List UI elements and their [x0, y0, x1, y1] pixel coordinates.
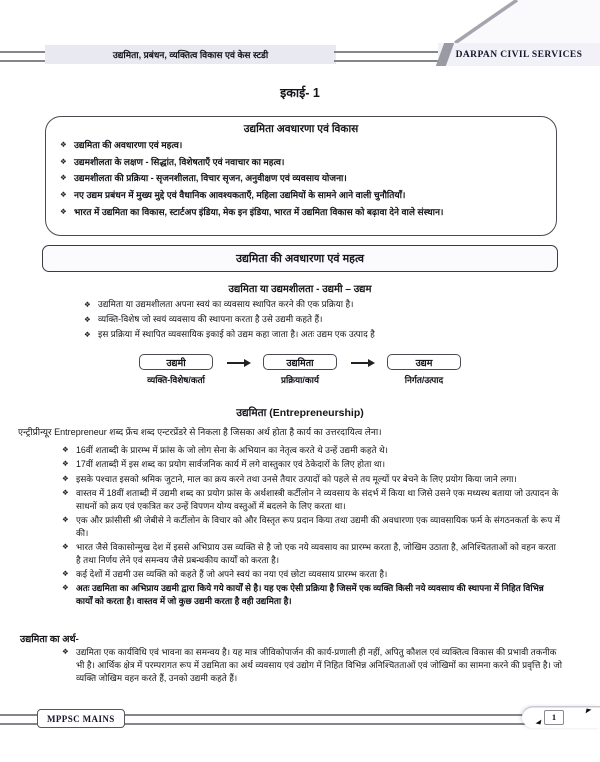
- header-subject-bar: [45, 45, 336, 64]
- list-item-text: नए उद्यम प्रबंधन में मुख्य मुद्दे एवं वैधानिक आवश्यकताएँ, महिला उद्यमियों के सामने आने वाली चुनौतियाँ।: [74, 189, 406, 200]
- list-item: [62, 444, 560, 457]
- list-item-text: इसके पश्चात इसको श्रमिक जुटाने, माल का क्रय करने तथा उनसे तैयार उत्पादों को पहले से तय मूल्यों पर बेचने के लिए प्रयोग किया जाने लगा।: [76, 473, 517, 484]
- diamond-bullet-icon: ❖: [62, 487, 69, 497]
- diamond-bullet-icon: ❖: [84, 300, 91, 309]
- corner-ribbon-fold: [425, 0, 600, 43]
- diamond-bullet-icon: ❖: [60, 206, 67, 216]
- list-item: [84, 314, 558, 326]
- list-item-text: 17वीं शताब्दी में इस शब्द का प्रयोग सार्वजनिक कार्य में लगे वास्तुकार एवं ठेकेदारों के लिए होता था।: [76, 459, 386, 470]
- list-item: [60, 139, 542, 151]
- flow-node-caption: निर्गत/उत्पाद: [404, 375, 444, 385]
- diamond-bullet-icon: ❖: [60, 140, 67, 149]
- list-item-text: वास्तव में 18वीं शताब्दी में उद्यमी शब्द का प्रयोग फ्रांस के अर्थशास्त्री कर्टीलोन ने व्यवसाय के संदर्भ में किया था जिसे उसने एक मध्यस्थ बताया जो उत्पादन के साधनों को क्रय एवं एकत्रित कर उन्हें विपणन योग्य वस्तुओं में बदलने के लिए करता था।: [76, 487, 559, 511]
- list-item-text: उद्यमिता की अवधारणा एवं महत्व।: [74, 140, 183, 150]
- list-item: [60, 156, 542, 168]
- header-rule-middle: [334, 51, 440, 62]
- syllabus-overview-box: [45, 116, 557, 236]
- diamond-bullet-icon: ❖: [62, 647, 69, 656]
- page-marker-right-icon: [586, 709, 592, 715]
- diamond-bullet-icon: ❖: [60, 156, 67, 166]
- flow-node: [263, 354, 337, 386]
- list-item: [62, 487, 560, 513]
- diamond-bullet-icon: ❖: [84, 315, 91, 325]
- list-item: [84, 329, 558, 341]
- diamond-bullet-icon: ❖: [62, 445, 69, 454]
- list-item: [62, 582, 560, 608]
- brand-ribbon: [438, 43, 600, 66]
- flow-node-caption: प्रक्रिया/कार्य: [280, 375, 319, 385]
- list-item: [60, 172, 542, 184]
- diamond-bullet-icon: ❖: [62, 568, 69, 578]
- list-item-text: उद्यमशीलता की प्रक्रिया - सृजनशीलता, विचार सृजन, अनुवीक्षण एवं व्यवसाय योजना।: [74, 173, 347, 184]
- entrepreneurship-intro: एन्ट्रीप्रीन्यूर Entrepreneur शब्द फ्रेंच शब्द एन्टरप्रेंडरे से निकला है जिसका अर्थ होता है कार्य का उत्तरदायित्व लेना।: [18, 427, 382, 437]
- unit-heading: इकाई- 1: [280, 86, 320, 100]
- list-item: [62, 646, 567, 686]
- list-item-text: कई देशों में उद्यमी उस व्यक्ति को कहते हैं जो अपने स्वयं का नया एवं छोटा व्यवसाय प्रारम्भ करता है।: [76, 568, 388, 579]
- flow-node-box: उद्यम: [387, 354, 461, 370]
- diamond-bullet-icon: ❖: [62, 583, 69, 592]
- list-item: [60, 189, 542, 201]
- list-item: [62, 473, 560, 486]
- flow-node-caption: व्यक्ति-विशेष/कर्ता: [147, 375, 205, 385]
- overview-box-title: उद्यमिता अवधारणा एवं विकास: [243, 123, 359, 135]
- ribbon-fold-edge: [436, 43, 454, 66]
- diamond-bullet-icon: ❖: [84, 330, 91, 340]
- diamond-bullet-icon: ❖: [62, 459, 69, 469]
- header-rule-left: [0, 51, 46, 62]
- list-item: [62, 458, 560, 471]
- list-item-text: उद्यमिता या उद्यमशीलता अपना स्वयं का व्यवसाय स्थापित करने की एक प्रक्रिया है।: [98, 299, 354, 309]
- section-heading-box: [42, 245, 558, 272]
- list-item: [62, 541, 560, 567]
- list-item-text: भारत में उद्यमिता का विकास, स्टार्टअप इंडिया, मेक इन इंडिया, भारत में उद्यमिता विकास को बढ़ावा देने वाले संस्थान।: [74, 206, 444, 217]
- flow-node: [139, 354, 213, 386]
- list-item: [60, 206, 542, 218]
- list-item: [84, 299, 558, 311]
- list-item: [62, 568, 560, 581]
- flow-arrow-icon: [351, 362, 373, 364]
- flow-node-box: उद्यमिता: [263, 354, 337, 370]
- flow-diagram: [0, 354, 600, 386]
- list-item-text: उद्यमशीलता के लक्षण - सिद्धांत, विशेषताएँ एवं नवाचार का महत्व।: [74, 156, 285, 167]
- flow-node-box: उद्यमी: [139, 354, 213, 370]
- list-item-text: एक और फ्रांसीसी श्री जेबीसे ने कर्टीलोन के विचार को और विस्तृत रूप प्रदान किया तथा उद्यमी की अवधारणा एक व्यावसायिक फर्म के संगठनकर्ता के रूप में की।: [76, 514, 560, 538]
- list-item-text-emphasis: अतः उद्यमिता का अभिप्राय उद्यमी द्वारा किये गये कार्यों से है। यह एक ऐसी प्रक्रिया है जिसमें एक व्यक्ति किसी नये व्यवसाय की स्थापना में निहित विभिन्न कार्यों को करता है। वास्तव में जो कुछ उद्यमी करता है वही उद्यमिता है।: [76, 583, 544, 606]
- page-marker-left-icon: [536, 719, 542, 725]
- list-item-text: व्यक्ति-विशेष जो स्वयं व्यवसाय की स्थापना करता है उसे उद्यमी कहते हैं।: [98, 314, 323, 325]
- list-item-text: इस प्रक्रिया में स्थापित व्यवसायिक इकाई को उद्यम कहा जाता है। अतः उद्यम एक उत्पाद है: [98, 329, 375, 340]
- diamond-bullet-icon: ❖: [62, 541, 69, 551]
- flow-node: [387, 354, 461, 386]
- diamond-bullet-icon: ❖: [60, 189, 67, 199]
- footer-series-text: MPPSC MAINS: [47, 713, 115, 724]
- list-item-text: भारत जैसे विकासोन्मुख देश में इससे अभिप्राय उस व्यक्ति से है जो एक नये व्यवसाय का प्रारम्भ करता है, जोखिम उठाता है, अनिश्चितताओं को वहन करता है तथा निर्णय लेने एवं समन्वय जैसे प्रबन्धकीय कार्यों को करता है।: [76, 541, 556, 565]
- entrepreneurship-list: [62, 444, 560, 609]
- subsection-heading: उद्यमिता या उद्यमशीलता - उद्यमी – उद्यम: [228, 284, 372, 295]
- section-heading: उद्यमिता की अवधारणा एवं महत्व: [235, 253, 365, 265]
- meaning-heading: उद्यमिता का अर्थ-: [20, 634, 79, 645]
- subsection-list: [84, 299, 558, 345]
- footer-page-ribbon: [522, 706, 600, 728]
- flow-arrow-icon: [227, 362, 249, 364]
- page-number: 1: [544, 710, 564, 725]
- diamond-bullet-icon: ❖: [62, 473, 69, 483]
- meaning-list: [62, 646, 567, 687]
- list-item-text: 16वीं शताब्दी के प्रारम्भ में फ्रांस के जो लोग सेना के अभियान का नेतृत्व करते थे उन्हें उद्यमी कहते थे।: [76, 445, 388, 455]
- footer-series-label: [37, 709, 125, 728]
- list-item-text: उद्यमिता एक कार्यविधि एवं भावना का समन्वय है। यह मात्र जीविकोपार्जन की कार्य-प्रणाली ही नहीं, अपितु कौशल एवं व्यक्तित्व विकास की प्रभावी तकनीक भी है। आर्थिक क्षेत्र में परम्परागत रूप में उद्यमिता का अर्थ व्यवसाय एवं उद्योग में निहित विभिन्न अनिश्चितताओं एवं जोखिमों का सामना करने की प्रवृत्ति है। जो व्यक्ति जोखिम वहन करते हैं, उनको उद्यमी कहते हैं।: [76, 647, 563, 684]
- entrepreneurship-heading: उद्यमिता (Entrepreneurship): [236, 407, 364, 419]
- header-subject-title: उद्यमिता, प्रबंधन, व्यक्तित्व विकास एवं केस स्टडी: [112, 50, 269, 60]
- diamond-bullet-icon: ❖: [60, 173, 67, 183]
- overview-list: [60, 139, 542, 218]
- list-item: [62, 514, 560, 540]
- brand-name: DARPAN CIVIL SERVICES: [455, 49, 583, 60]
- diamond-bullet-icon: ❖: [62, 514, 69, 524]
